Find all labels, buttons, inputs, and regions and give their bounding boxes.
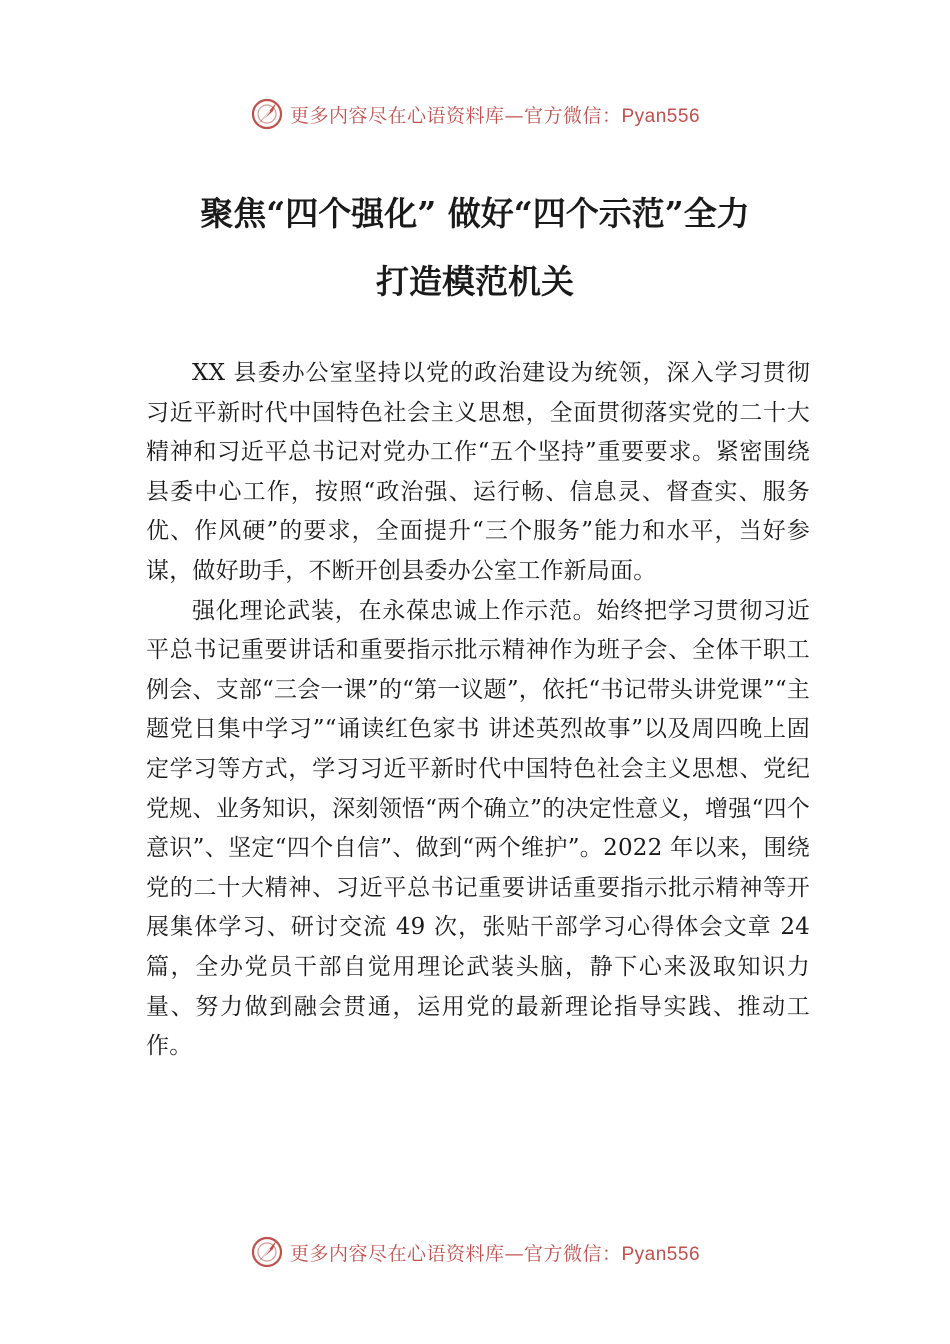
document-body xyxy=(146,354,810,1067)
paragraph-2: 强化理论武装，在永葆忠诚上作示范。始终把学习贯彻习近平总书记重要讲话和重要指示批示精神作为班子会、全体干职工例会、支部“三会一课”的“第一议题”，依托“书记带头讲党课”“主题党日集中学习”“诵读红色家书 讲述英烈故事”以及周四晚上固定学习等方式，学习习近平新时代中国特色社会主义思想、党纪党规、业务知识，深刻领悟“两个确立”的决定性意义，增强“四个意识”、坚定“四个自信”、做到“两个维护”。2022 年以来，围绕党的二十大精神、习近平总书记重要讲话重要指示批示精神等开展集体学习、研讨交流 49 次，张贴干部学习心得体会文章 24 篇，全办党员干部自觉用理论武装头脑，静下心来汲取知识力量、努力做到融会贯通，运用党的最新理论指导实践、推动工作。 xyxy=(146,597,810,1060)
watermark-footer xyxy=(0,1232,950,1272)
watermark-text: 更多内容尽在心语资料库—官方微信：Pyan556 xyxy=(289,1242,701,1265)
document-title-line-1: 聚焦“四个强化” 做好“四个示范”全力 xyxy=(200,194,750,233)
paragraph-1: XX 县委办公室坚持以党的政治建设为统领，深入学习贯彻习近平新时代中国特色社会主义思想，全面贯彻落实党的二十大精神和习近平总书记对党办工作“五个坚持”重要要求。紧密围绕县委中心工作，按照“政治强、运行畅、信息灵、督查实、服务优、作风硬”的要求，全面提升“三个服务”能力和水平，当好参谋，做好助手，不断开创县委办公室工作新局面。 xyxy=(146,360,810,584)
watermark-wechat-id: Pyan556 xyxy=(621,1243,701,1265)
watermark-text: 更多内容尽在心语资料库—官方微信：Pyan556 xyxy=(289,104,701,127)
watermark-header xyxy=(0,94,950,134)
watermark-wechat-id: Pyan556 xyxy=(621,105,701,127)
document-title-line-2: 打造模范机关 xyxy=(376,262,574,301)
quill-pen-circle-icon xyxy=(250,97,284,131)
quill-pen-circle-icon xyxy=(250,1235,284,1269)
